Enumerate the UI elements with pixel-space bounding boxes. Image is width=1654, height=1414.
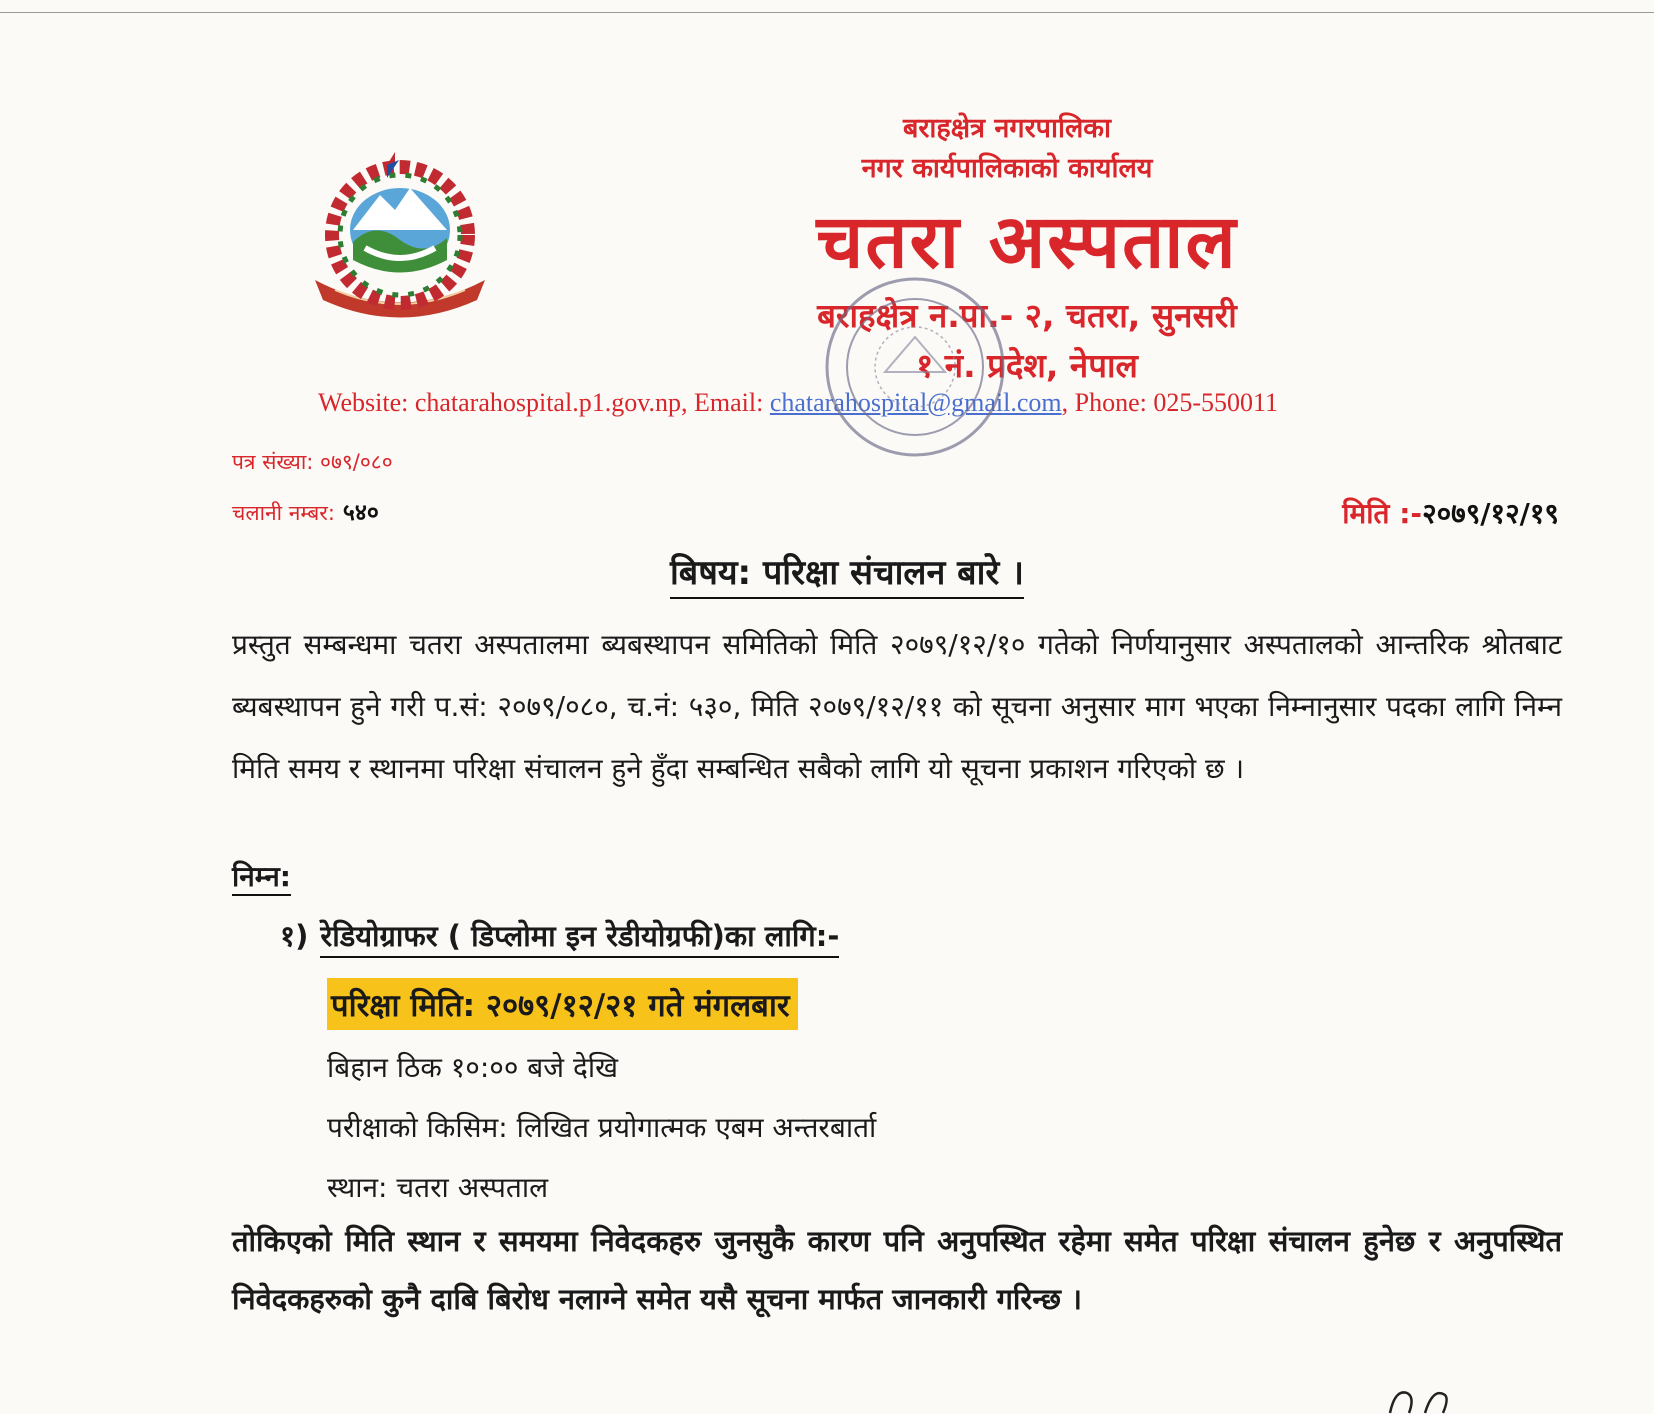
closing-paragraph: तोकिएको मिति स्थान र समयमा निवेदकहरु जुनसुकै कारण पनि अनुपस्थित रहेमा समेत परिक्षा संचालन हुनेछ र अनुपस्थित निवेदकहरुको कुनै दाबि बिरोध नलाग्ने समेत यसै सूचना मार्फत जानकारी गरिन्छ । [232, 1224, 1562, 1316]
exam-type: परीक्षाको किसिम: लिखित प्रयोगात्मक एबम अन्तरबार्ता [327, 1111, 877, 1144]
subject-line [0, 548, 1654, 594]
office-name: नगर कार्यपालिकाको कार्यालय [861, 153, 1153, 184]
email-link[interactable]: chatarahospital@gmail.com [769, 388, 1062, 417]
item-number: १) [280, 919, 309, 953]
contact-phone: , Phone: 025-550011 [1061, 388, 1279, 417]
date-value: २०७९/१२/१९ [1422, 497, 1559, 530]
municipality-name: बराहक्षेत्र नगरपालिका [902, 113, 1112, 144]
body-paragraph: प्रस्तुत सम्बन्धमा चतरा अस्पतालमा ब्यबस्थापन समितिको मिति २०७९/१२/१० गतेको निर्णयानुसार अस्पतालको आन्तरिक श्रोतबाट ब्यबस्थापन हुने गरी प.सं: २०७९/०८०, च.नं: ५३०, मिति २०७९/१२/११ को सूचना अनुसार माग भएका निम्नानुसार पदका लागि निम्न मिति समय र स्थानमा परिक्षा संचालन हुने हुँदा सम्बन्धित सबैको लागि यो सूचना प्रकाशन गरिएको छ । [232, 628, 1562, 785]
letter-number: पत्र संख्या: ०७९/०८० [232, 450, 393, 474]
exam-time: बिहान ठिक १०:०० बजे देखि [327, 1051, 618, 1084]
position-heading [280, 916, 839, 955]
subject-text: बिषय: परिक्षा संचालन बारे । [670, 553, 1024, 599]
hospital-title: चतरा अस्पताल [816, 199, 1238, 285]
address-line-2: १ नं. प्रदेश, नेपाल [916, 346, 1138, 385]
official-stamp-icon [815, 262, 1015, 472]
list-heading: निम्न: [232, 860, 291, 896]
contact-website: Website: chatarahospital.p1.gov.np, Email: [318, 388, 770, 417]
position-title: रेडियोग्राफर ( डिप्लोमा इन रेडीयोग्रफी)का लागि:- [320, 919, 839, 958]
scan-top-edge [0, 12, 1654, 13]
contact-line [318, 388, 1278, 418]
signature-icon [1385, 1385, 1475, 1414]
exam-venue: स्थान: चतरा अस्पताल [327, 1171, 549, 1204]
exam-date-highlight: परिक्षा मिति: २०७९/१२/२१ गते मंगलबार [327, 978, 798, 1030]
letter-date [1342, 494, 1559, 532]
dispatch-number: ५४० [342, 500, 379, 526]
dispatch-number-row [232, 495, 379, 527]
date-label: मिति :- [1342, 497, 1423, 530]
address-line-1: बराहक्षेत्र न.पा.- २, चतरा, सुनसरी [817, 296, 1237, 335]
dispatch-label: चलानी नम्बर: [232, 501, 335, 525]
